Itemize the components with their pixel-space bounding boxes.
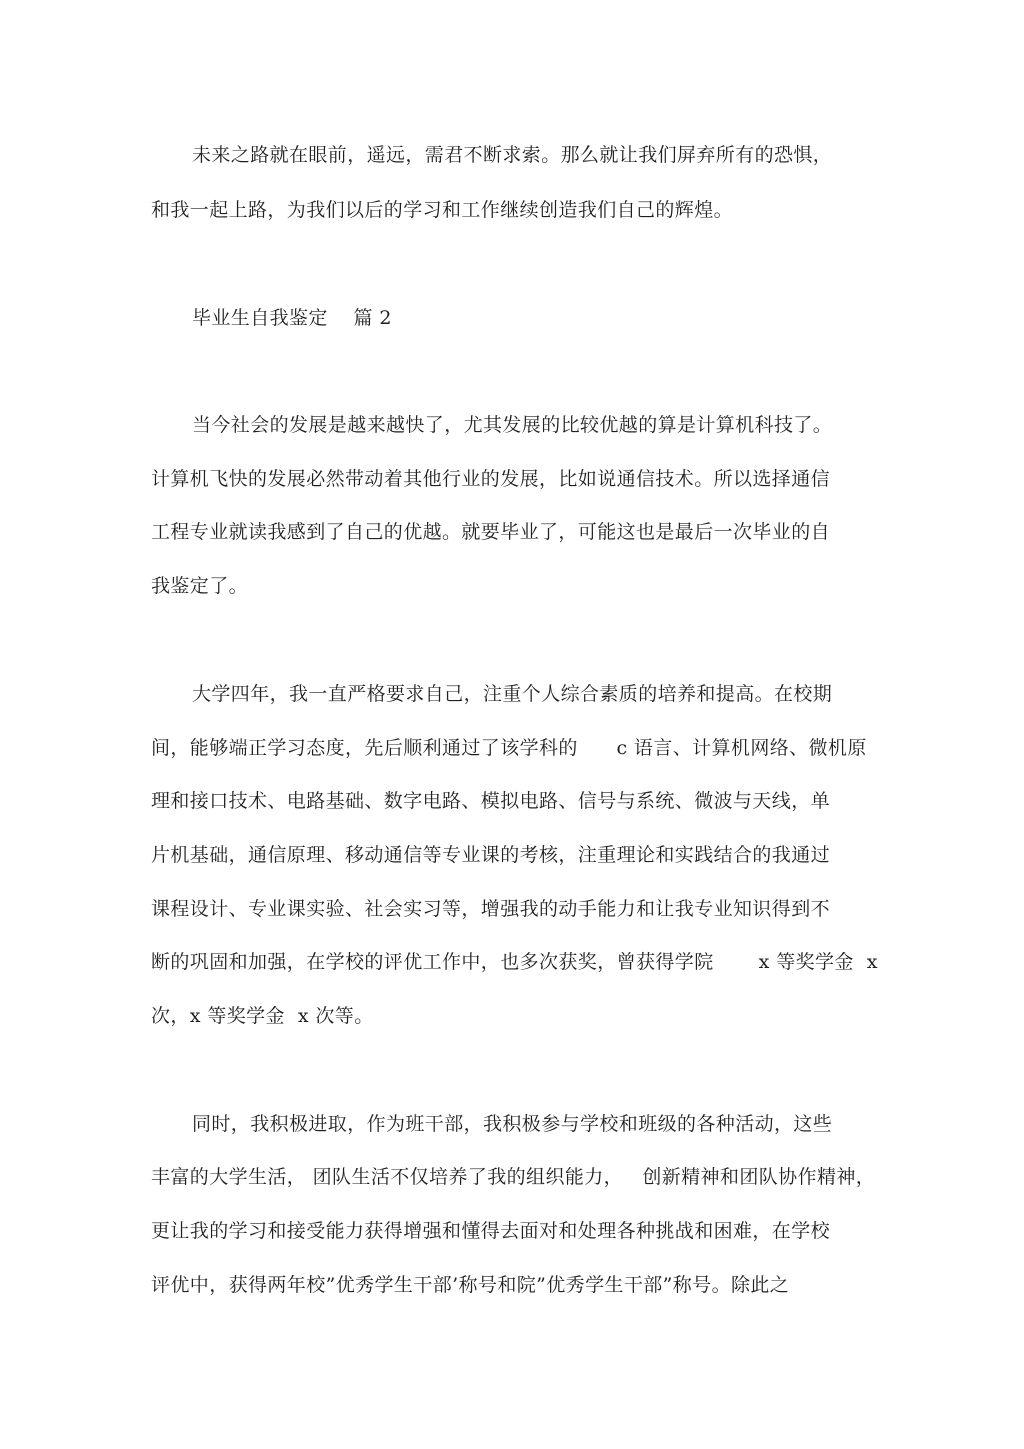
- paragraph-1-line-2: 和我一起上路，为我们以后的学习和工作继续创造我们自己的辉煌。: [151, 199, 734, 221]
- paragraph-3-line-3: 理和接口技术、电路基础、数字电路、模拟电路、信号与系统、微波与天线，单: [151, 790, 831, 812]
- paragraph-3-line-1: 大学四年，我一直严格要求自己，注重个人综合素质的培养和提高。在校期: [192, 683, 833, 705]
- paragraph-2-line-2: 计算机飞快的发展必然带动着其他行业的发展，比如说通信技术。所以选择通信: [151, 468, 831, 490]
- paragraph-2-line-3: 工程专业就读我感到了自己的优越。就要毕业了，可能这也是最后一次毕业的自: [151, 521, 831, 543]
- paragraph-1-line-1: 未来之路就在眼前，遥远，需君不断求索。那么就让我们屏弃所有的恐惧，: [192, 144, 833, 166]
- paragraph-4-line-2: 丰富的大学生活， 团队生活不仅培养了我的组织能力， 创新精神和团队协作精神，: [151, 1166, 876, 1188]
- paragraph-3-line-2: 间，能够端正学习态度，先后顺利通过了该学科的 c 语言、计算机网络、微机原: [151, 737, 867, 759]
- paragraph-2-line-4: 我鉴定了。: [151, 575, 249, 597]
- paragraph-3-line-4: 片机基础，通信原理、移动通信等专业课的考核，注重理论和实践结合的我通过: [151, 844, 831, 866]
- paragraph-4-line-1: 同时，我积极进取，作为班干部，我积极参与学校和班级的各种活动，这些: [192, 1113, 833, 1135]
- paragraph-2-line-1: 当今社会的发展是越来越快了，尤其发展的比较优越的算是计算机科技了。: [192, 414, 833, 436]
- paragraph-3-line-6: 断的巩固和加强，在学校的评优工作中，也多次获奖，曾获得学院 x 等奖学金 x: [151, 951, 878, 973]
- paragraph-4-line-3: 更让我的学习和接受能力获得增强和懂得去面对和处理各种挑战和困难，在学校: [151, 1220, 831, 1242]
- paragraph-3-line-5: 课程设计、专业课实验、社会实习等，增强我的动手能力和让我专业知识得到不: [151, 898, 831, 920]
- paragraph-4-line-4: 评优中，获得两年校”优秀学生干部’称号和院”优秀学生干部”称号。除此之: [151, 1274, 790, 1296]
- paragraph-3-line-7: 次，x 等奖学金 x 次等。: [151, 1005, 374, 1027]
- section-heading: 毕业生自我鉴定 篇 2: [192, 307, 392, 329]
